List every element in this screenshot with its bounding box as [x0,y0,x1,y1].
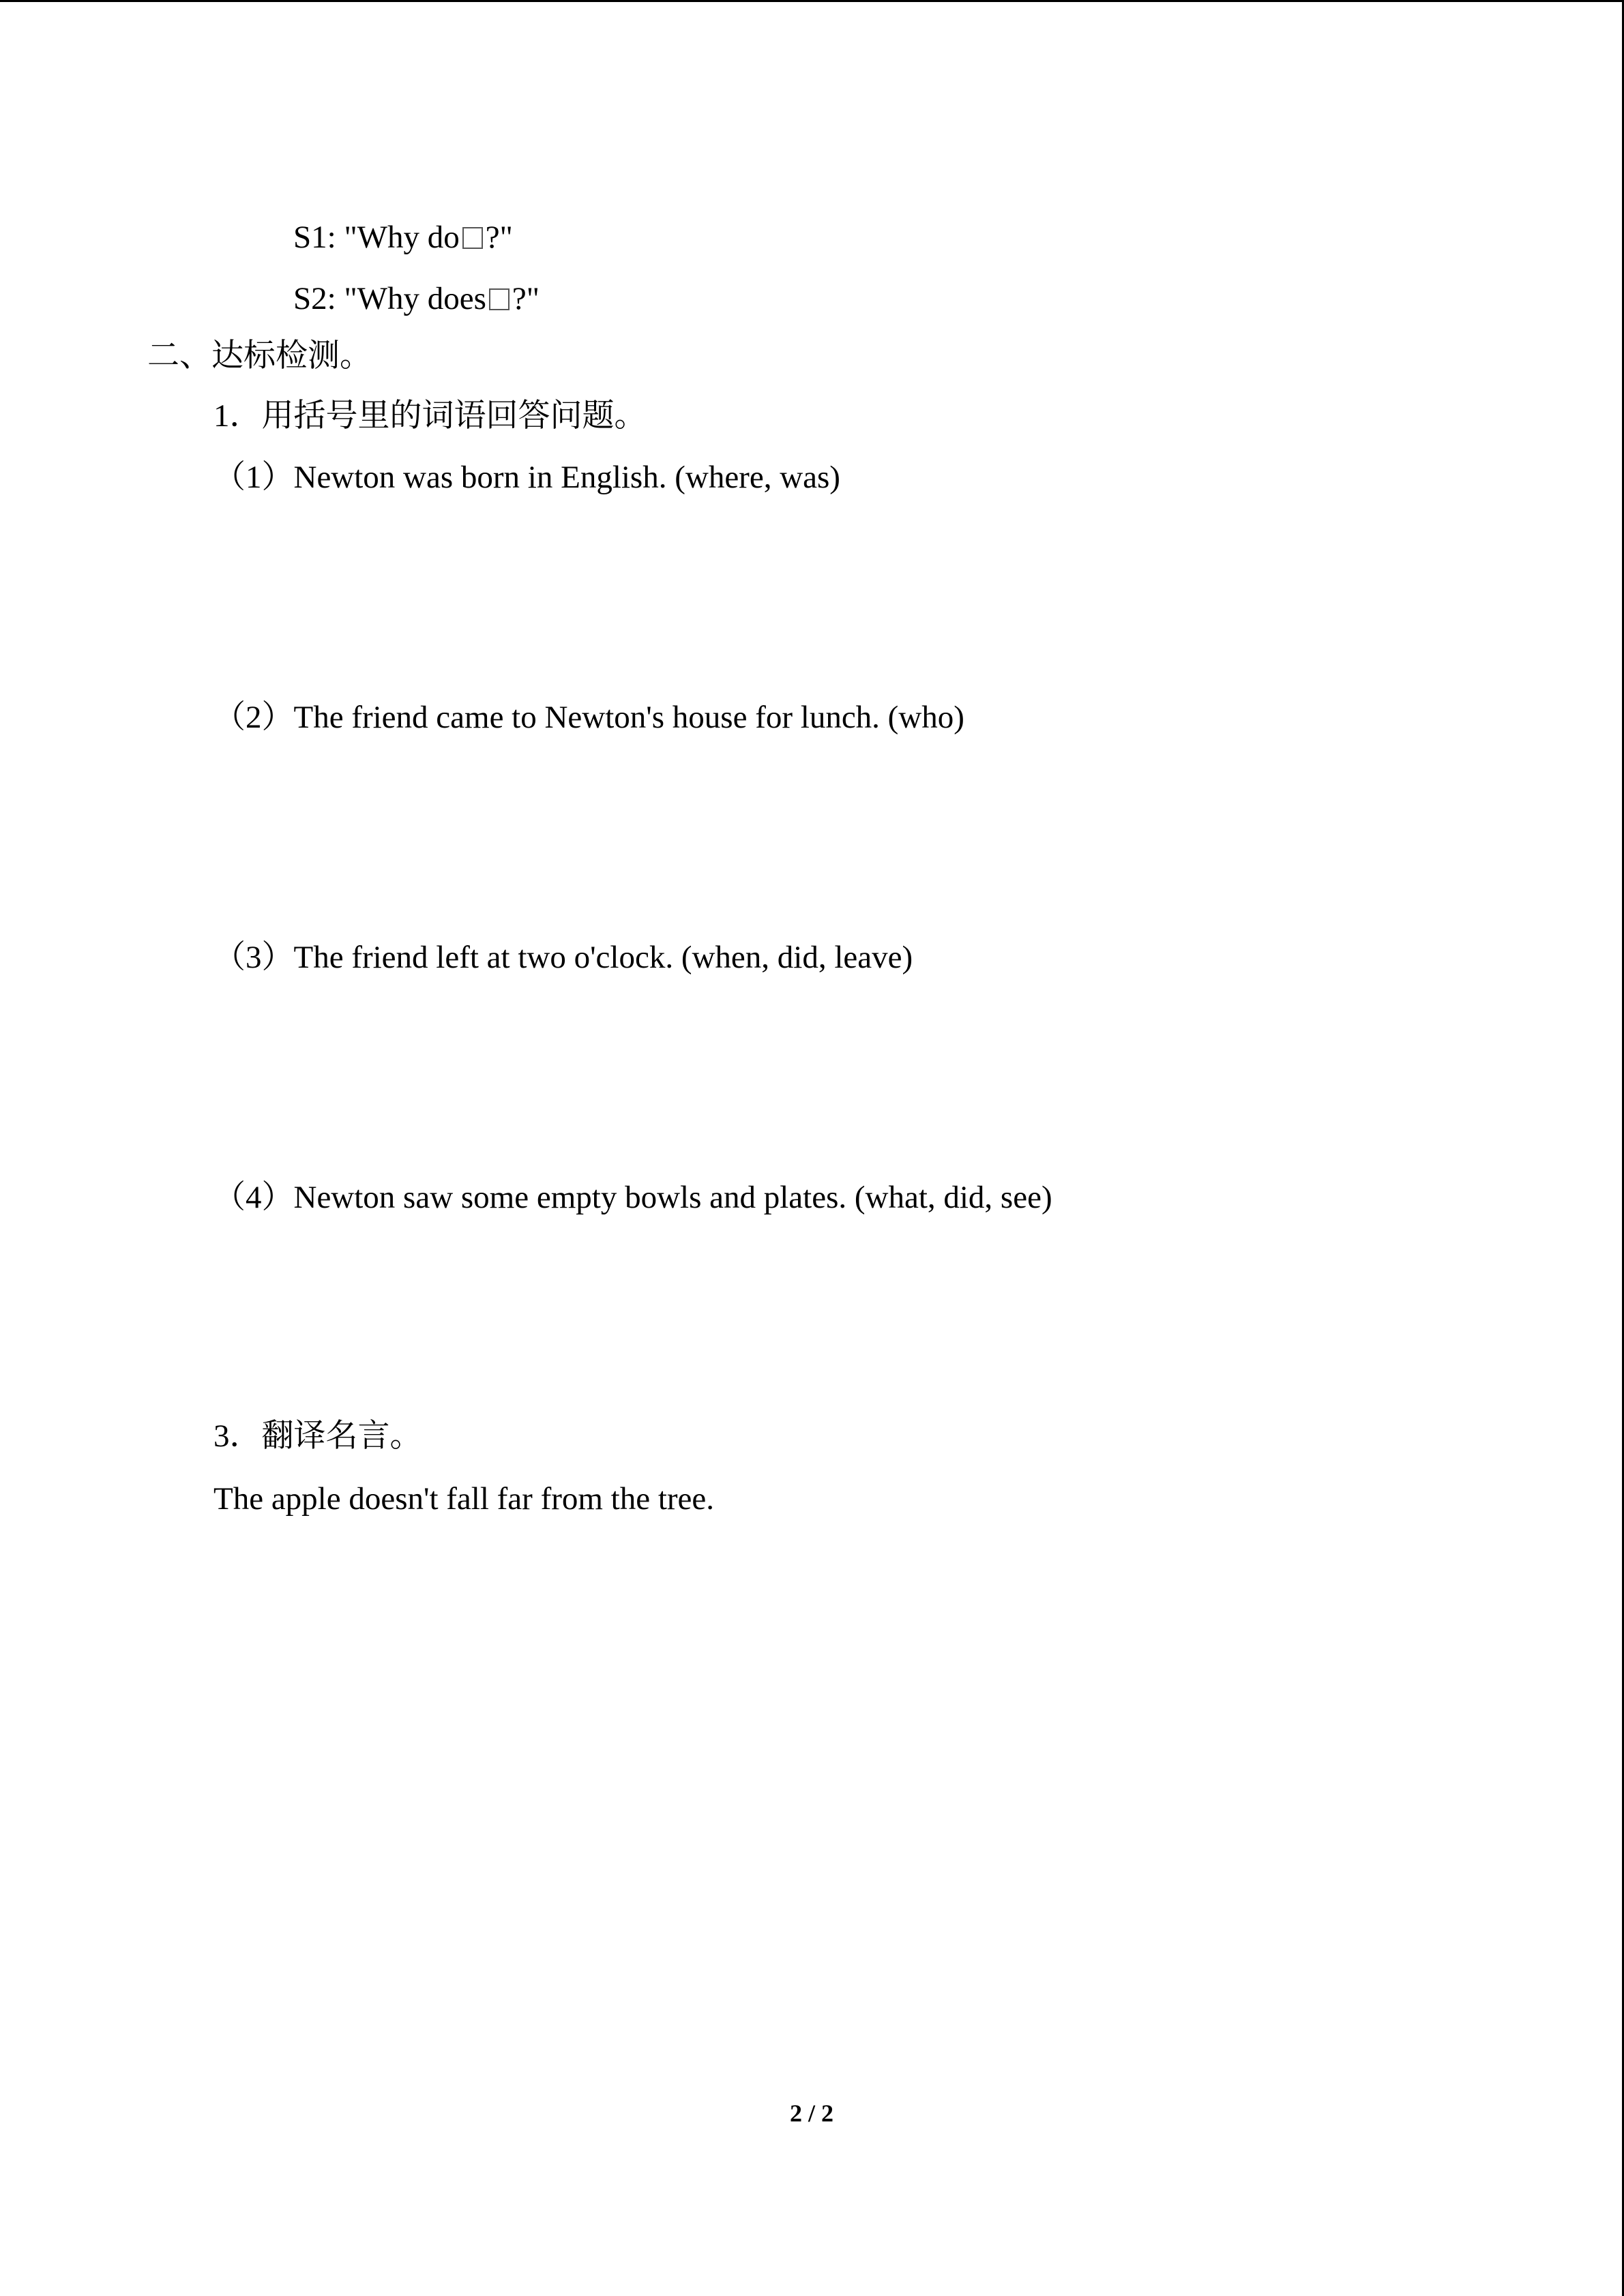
blank-box-icon [462,227,483,249]
dialog-s2-suffix: ?" [512,281,540,316]
dialog-s1-prefix: S1: "Why do [293,220,460,255]
dialog-line-s1 [293,217,513,258]
quote-text: The apple doesn't fall far from the tree. [213,1481,715,1517]
page-number: 2 / 2 [789,2100,833,2127]
question-2: （2）The friend came to Newton's house for lunch. (who) [213,700,964,735]
dialog-line-s2 [293,278,540,319]
task1-title: 1．用括号里的词语回答问题。 [213,398,647,434]
question-1: （1）Newton was born in English. (where, was) [213,460,840,495]
section-heading: 二、达标检测。 [147,338,372,374]
blank-box-icon [489,288,510,310]
dialog-s1-suffix: ?" [485,220,513,255]
page-top-border [0,0,1624,2]
task3-title: 3．翻译名言。 [213,1418,422,1454]
question-4: （4）Newton saw some empty bowls and plates. (what, did, see) [213,1180,1052,1215]
dialog-s2-prefix: S2: "Why does [293,281,486,316]
question-3: （3）The friend left at two o'clock. (when, did, leave) [213,940,913,975]
